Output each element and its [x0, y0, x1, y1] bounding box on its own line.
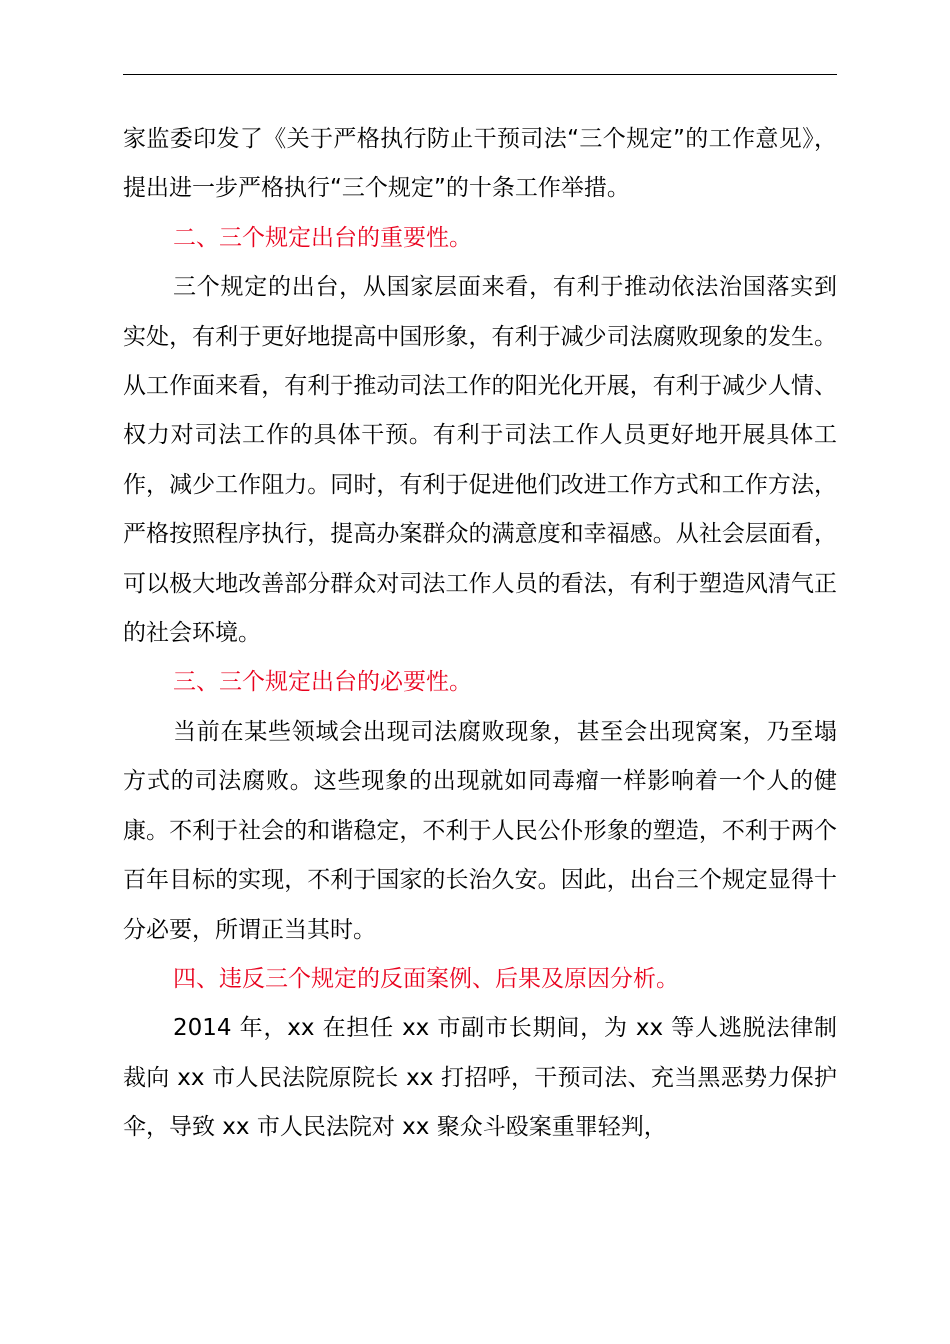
paragraph-importance: 三个规定的出台，从国家层面来看，有利于推动依法治国落实到实处，有利于更好地提高中国形象，有利于减少司法腐败现象的发生。从工作面来看，有利于推动司法工作的阳光化开展，有利于减少人情、权力对司法工作的具体干预。有利于司法工作人员更好地开展具体工作，减少工作阻力。同时，有利于促进他们改进工作方式和工作方法，严格按照程序执行，提高办案群众的满意度和幸福感。从社会层面看，可以极大地改善部分群众对司法工作人员的看法，有利于塑造风清气正的社会环境。 [123, 274, 837, 647]
paragraph-necessity: 当前在某些领域会出现司法腐败现象，甚至会出现窝案，乃至塌方式的司法腐败。这些现象的出现就如同毒瘤一样影响着一个人的健康。不利于社会的和谐稳定，不利于人民公仆形象的塑造，不利于两个百年目标的实现，不利于国家的长治久安。因此，出台三个规定显得十分必要，所谓正当其时。 [123, 718, 837, 943]
document-body [123, 115, 837, 1153]
section-heading-3: 三、三个规定出台的必要性。 [173, 669, 472, 696]
section-heading-4: 四、违反三个规定的反面案例、后果及原因分析。 [173, 965, 679, 992]
section-heading-2: 二、三个规定出台的重要性。 [173, 224, 472, 251]
paragraph-case: 2014 年，xx 在担任 xx 市副市长期间，为 xx 等人逃脱法律制裁向 xx 市人民法院原院长 xx 打招呼，干预司法、充当黑恶势力保护伞，导致 xx 市人民法院对 xx 聚众斗殴案重罪轻判， [123, 1015, 837, 1141]
header-rule [123, 74, 837, 75]
paragraph-continuation: 家监委印发了《关于严格执行防止干预司法“三个规定”的工作意见》，提出进一步严格执行“三个规定”的十条工作举措。 [123, 126, 837, 202]
